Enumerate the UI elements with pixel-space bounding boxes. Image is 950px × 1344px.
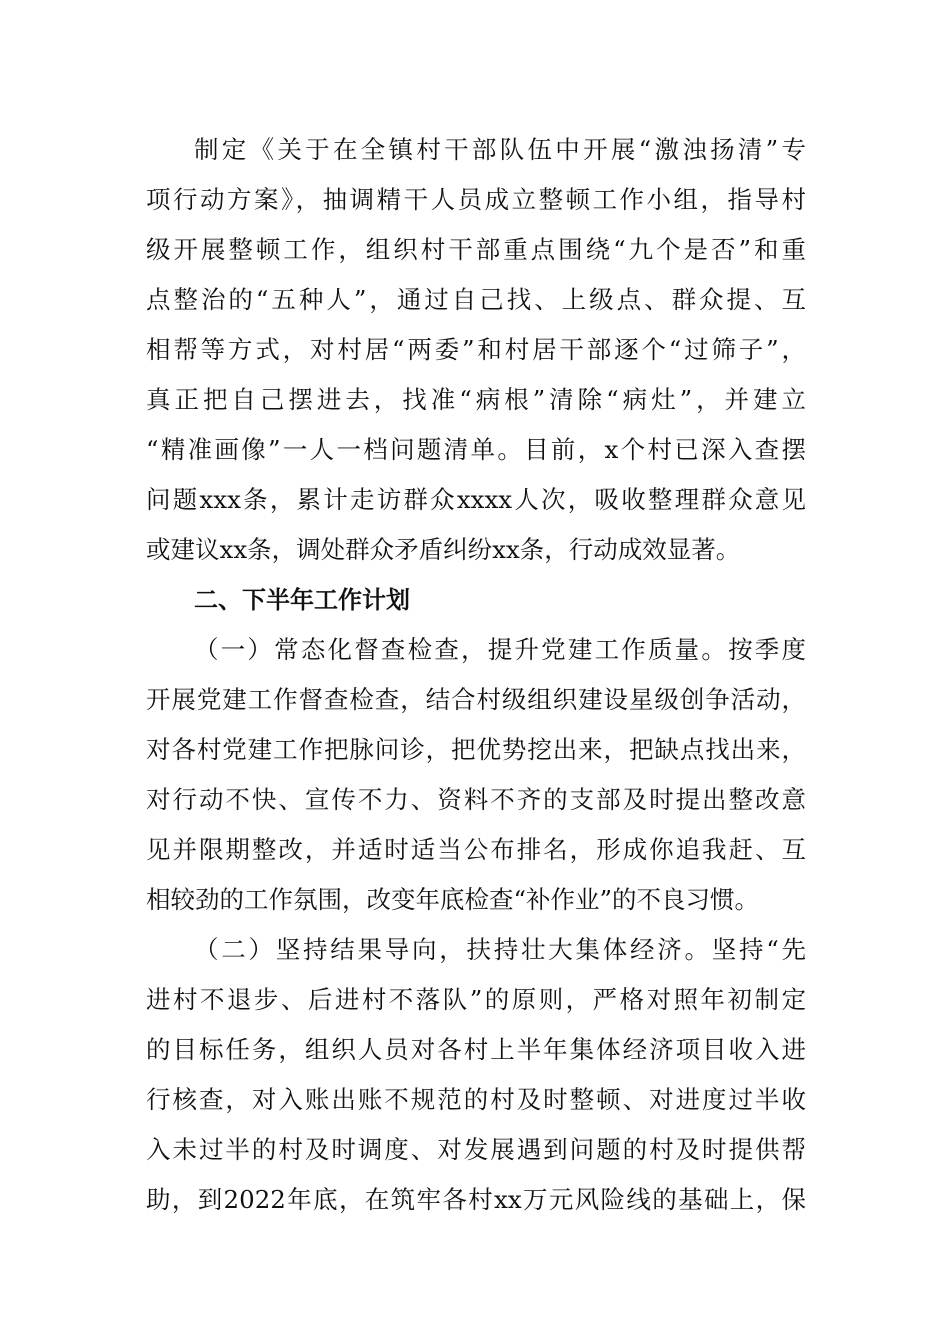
paragraph-collective-economy <box>146 925 806 1225</box>
text-line: 进村不退步、后进村不落队”的原则，严格对照年初制定 <box>146 985 806 1014</box>
document-body <box>146 125 806 1225</box>
text-line: 问题xxx条，累计走访群众xxxx人次，吸收整理群众意见 <box>146 485 806 514</box>
text-line: 行核查，对入账出账不规范的村及时整顿、对进度过半收 <box>146 1085 806 1114</box>
text-line: （二）坚持结果导向，扶持壮大集体经济。坚持“先 <box>194 935 806 964</box>
section-heading-text: 二、下半年工作计划 <box>194 586 410 614</box>
text-line: 见并限期整改，并适时适当公布排名，形成你追我赶、互 <box>146 835 806 864</box>
text-line: 开展党建工作督查检查，结合村级组织建设星级创争活动， <box>146 685 806 714</box>
text-line: “精准画像”一人一档问题清单。目前，x个村已深入查摆 <box>146 435 806 464</box>
text-line: 点整治的“五种人”，通过自己找、上级点、群众提、互 <box>146 285 806 314</box>
paragraph-supervision <box>146 625 806 925</box>
text-line: 入未过半的村及时调度、对发展遇到问题的村及时提供帮 <box>146 1135 806 1164</box>
text-line: 相较劲的工作氛围，改变年底检查“补作业”的不良习惯。 <box>146 885 760 914</box>
paragraph-rectification <box>146 125 806 575</box>
text-line: 或建议xx条，调处群众矛盾纠纷xx条，行动成效显著。 <box>146 535 741 564</box>
text-line: 的目标任务，组织人员对各村上半年集体经济项目收入进 <box>146 1035 806 1064</box>
text-line: 真正把自己摆进去，找准“病根”清除“病灶”，并建立 <box>146 385 806 414</box>
text-line: 相帮等方式，对村居“两委”和村居干部逐个“过筛子”， <box>146 335 806 364</box>
text-line: 级开展整顿工作，组织村干部重点围绕“九个是否”和重 <box>146 235 806 264</box>
text-line: （一）常态化督查检查，提升党建工作质量。按季度 <box>194 635 806 664</box>
text-line: 对各村党建工作把脉问诊，把优势挖出来，把缺点找出来， <box>146 735 806 764</box>
text-line: 项行动方案》，抽调精干人员成立整顿工作小组，指导村 <box>146 185 806 214</box>
text-line: 助，到2022年底，在筑牢各村xx万元风险线的基础上，保 <box>146 1185 806 1214</box>
text-line: 制定《关于在全镇村干部队伍中开展“激浊扬清”专 <box>194 135 806 164</box>
text-line: 对行动不快、宣传不力、资料不齐的支部及时提出整改意 <box>146 785 806 814</box>
section-heading <box>146 575 806 625</box>
